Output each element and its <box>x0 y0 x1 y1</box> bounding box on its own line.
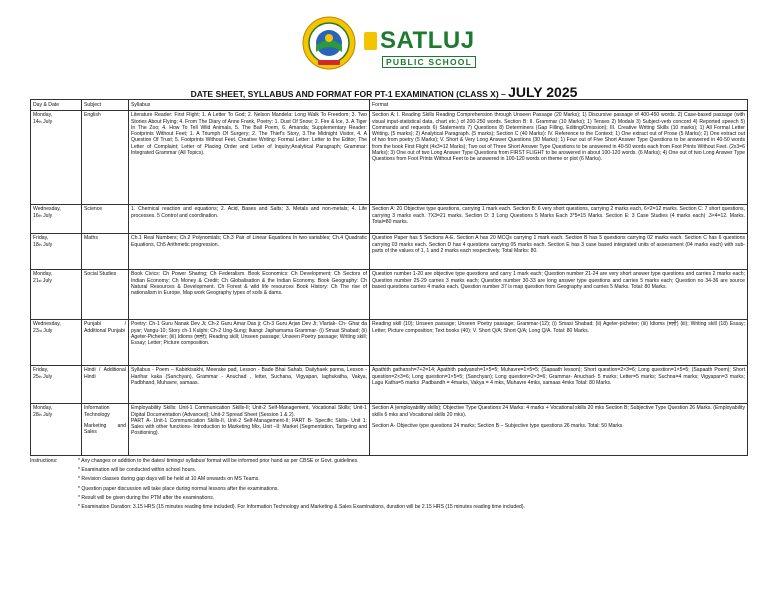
row-day: Monday, <box>33 112 53 119</box>
row-syllabus <box>129 404 370 456</box>
row-day: Monday, <box>33 405 53 412</box>
table-row <box>31 320 748 366</box>
row-date-month: July <box>42 277 52 284</box>
row-syllabus: Literature Reader: First Flight; 1. A Letter To God; 2. Nelson Mandela: Long Walk To Freedom; 3. Two Stories About Flying; 4. From The Diary of Anne Frank, Poetry: 1. Dust Of Snow; 2. Fire & Ice, 3. A Tiger In The Zoo; 4. How To Tell Wild Animals, 5. The Ball Poem, 6. Amanda; Supplementary Reader: Footprints Without Feet; 1. A Triumph Of Surgery; 2. The Thief's Story, 3.The Midnight Visitor, 4. A Question Of Trust; 5. Footprints Without Feet. Creative Writing: Formal Letter: Letter to the Editor; The Letter of Complaint; Letter of Placing Order and Letter of Inquiry;Analytical Paragraph; Grammar: Integrated Grammar (All Topics). <box>129 111 370 205</box>
header-day-date: Day & Date <box>31 100 82 111</box>
row-date <box>31 111 82 205</box>
row-subject: Maths <box>82 234 129 270</box>
row-day: Wednesday, <box>33 206 61 213</box>
row-date-number: 16 <box>33 212 39 219</box>
row-date-month: July <box>43 212 53 219</box>
table-row <box>31 270 748 320</box>
row-date-month: July <box>43 411 53 418</box>
row-date-suffix: st <box>38 278 42 283</box>
row-subject: Punjabi / Additional Punjabi <box>82 320 129 366</box>
instruction-item: * Any changes or addition to the dates/ timings/ syllabus/ format will be informed prior hand as per CBSE or Govt. guidelines. <box>78 458 359 464</box>
row-syllabus: 1. Chemical reaction and equations; 2. Acid, Bases and Salts; 3. Metals and non-metals; 4. Life processes. 5 Control and coordination. <box>129 205 370 234</box>
row-syllabus: Poetry: Ch-1 Guru Nanak Dev Ji; Ch-2 Guru Amar Das ji; Ch-3 Guru Arjan Dev Ji; Vlartak- Ch- Ghar da pyar; Vangu-10; Story ch-1 Kulphi; Ch-2 Ung-Sung; Ikangi: Japhamama Grammar- (i) Smasi Shabad; (ii) Ageter-Picheter; (iii) Idioms (ਸ਼ਲੀ); Reading skill; Unseen passage; Unseen Poetry passage; Writing skill; Essay; Letter; Picture composition. <box>129 320 370 366</box>
instruction-item: * Examination Duration: 3.15 HRS (15 minutes reading time included). For Information Technology and Marketing & Sales Examinations, duration will be 2.15 HRS (15 minutes reading time included). <box>78 503 525 510</box>
row-day: Friday, <box>33 235 49 242</box>
schedule-table <box>30 99 748 456</box>
row-date-suffix: th <box>38 119 42 124</box>
instructions-list <box>78 458 747 513</box>
row-subject: Science <box>82 205 129 234</box>
page-header <box>0 0 768 86</box>
row-date-number: 21 <box>33 277 39 284</box>
table-row <box>31 205 748 234</box>
title-main: DATE SHEET, SYLLABUS AND FORMAT FOR PT-1 EXAMINATION (CLASS X) – <box>190 89 506 99</box>
row-subject-it: Information Technology <box>84 405 110 418</box>
row-subject <box>82 404 129 456</box>
row-date <box>31 320 82 366</box>
table-row <box>31 234 748 270</box>
row-date <box>31 404 82 456</box>
instruction-item: * Examination will be conducted within school hours. <box>78 467 197 474</box>
instructions-label: Instructions: <box>30 458 58 464</box>
row-date-suffix: th <box>38 213 42 218</box>
row-date-number: 28 <box>33 411 39 418</box>
row-date <box>31 270 82 320</box>
row-syllabus: Ch.1 Real Numbers; Ch.2 Polynomials; Ch.3 Pair of Linear Equations In two variables; Ch.4 Quadratic Equations, Ch5 Arithmetic progression. <box>129 234 370 270</box>
row-day: Wednesday, <box>33 321 61 328</box>
row-date-month: July <box>43 118 53 125</box>
row-date-month: July <box>43 327 53 334</box>
header-subject: Subject <box>82 100 129 111</box>
page-title <box>0 84 768 100</box>
brand-mark-icon <box>364 32 377 50</box>
instruction-item: * Result will be given during the PTM after the examinations. <box>78 494 215 501</box>
row-syllabus-it: Employability Skills: Unit-1 Communication Skills-II; Unit-2 Self-Management, Vocational Skills; Unit-1 Digital Documentation (Advanced); Unit-2 Spread Sheet (Session 1 & 2). <box>131 405 367 418</box>
row-format: Question number 1-20 are objective type questions and carry 1 mark each; Question number 21-24 are very short answer type questions and carries 2 marks each; Question number 25-29 carries 3 marks each; Question number 30-33 are long answer type questions and carries 5 marks each; Question no 34-36 are source based questions carries 4 marks each. Question number 37 is map question from Geography and carries 5 Marks. Total: 80 Marks. <box>370 270 748 320</box>
instruction-item: * Revision classes during gap days will be held at 10 AM onwards on MS Teams. <box>78 476 260 483</box>
table-row <box>31 111 748 205</box>
table-row <box>31 404 748 456</box>
table-row <box>31 366 748 404</box>
row-date <box>31 205 82 234</box>
row-day: Friday, <box>33 367 49 374</box>
row-subject: Hindi / Additional Hindi <box>82 366 129 404</box>
row-format: Reading skill (10); Unseen passage; Unseen Poetry passage; Grammar-(12); (i) Smasi Shabad; (ii) Ageter-picheter; (iii) Idioms (ਸ਼ਲੀ) (iii); Writing skill (18) Essay; Letter; Picture composition; Text books (40); V. Short Q/A; Short Q/A; Long Q/A. Total: 80 Marks. <box>370 320 748 366</box>
row-subject: Social Studies <box>82 270 129 320</box>
row-date-suffix: th <box>38 374 42 379</box>
row-date-month: July <box>43 241 53 248</box>
instruction-item: * Question paper discussion will take place during normal lessons after the examinations. <box>78 485 279 492</box>
row-format: Section A: 20 Objective type questions, carrying 1 mark each. Section B: 6 very short questions, carrying 2 marks each, 6×2=12 marks. Section C: 7 short questions, carrying 3 marks each. 7X3=21 marks. Section D: 3 Long Questions 5 Marks Each 3*5=15 Marks. Section E: 3 Case Studies (4 marks each) .3×4=12. Marks. Total=80 marks. <box>370 205 748 234</box>
row-date-suffix: rd <box>38 328 42 333</box>
row-format <box>370 404 748 456</box>
row-date-month: July <box>43 373 53 380</box>
school-subtitle: PUBLIC SCHOOL <box>382 56 476 68</box>
row-date-number: 25 <box>33 373 39 380</box>
header-syllabus: Syllabus <box>129 100 370 111</box>
header-format: Format <box>370 100 748 111</box>
row-day: Monday, <box>33 271 53 278</box>
row-date <box>31 366 82 404</box>
title-month: JULY 2025 <box>508 84 578 100</box>
row-format: Question Paper has 5 Sections A-E. Section A has 20 MCQs carrying 1 mark each. Section B has 5 questions carrying 02 marks each. Section C has 6 questions carrying 03 marks each. Section D has 4 questions carrying 05 marks each. Section E has 3 case based integrated units of assessment (04 marks each) with sub-parts of the values of 1, 1 and 2 marks each respectively. Total Marks: 80. <box>370 234 748 270</box>
row-date-number: 18 <box>33 241 39 248</box>
row-subject: English <box>82 111 129 205</box>
row-syllabus: Book Civics: Ch Power Sharing; Ch Federalism. Book Economics: Ch Development; Ch Sectors of Indian Economy; Ch Money & Credit; Ch Globalisation & the Indian Economy. Book Geography: Ch Natural Resources & Development. Ch Forest & wild life resources Book History: Ch The rise of nationalism in Europe. Map work Geography types of soils & dams. <box>129 270 370 320</box>
table-header-row <box>31 100 748 111</box>
row-date-number: 14 <box>33 118 39 125</box>
row-format-it: Section A (employability skills); Objective Type Questions 24 Marks: 4 marks + Vocational skills 20 mks Section B; Subjective Type Question 26 Marks. (Employability skills 6 mks and Vocational skills 20 mks). <box>372 405 745 418</box>
school-emblem-icon <box>302 16 356 70</box>
school-name <box>364 27 476 54</box>
row-format: Apathith gathansh=7+2=14; Apathith padyansh=1×5=5; Muhavre=1×5=5; (Sapaath lesson); Short question=2×3=6; Long question=1×5=5; (Sapaath Poem); Short question=2×3=6; Long question=1×5=5; (Sanchyan); Long question=2×3=6; Grammar- Anuchad- 5 marks; Letter=5 marks; Suchna=4 marks; Vigyapan=3 marks; Lagu Katha=5 marks .Padbandh = 4marks, Vakya = 4 mks, Muhavre 4mks, samaas 4mks Total: 80 Marks. <box>370 366 748 404</box>
row-date-suffix: th <box>38 412 42 417</box>
row-format: Section A: I. Reading Skills Reading Comprehension through Unseen Passage (20 Marks); 1) Discursive passage of 400-450 words. 2) Case-based passage (with visual input-statistical data, chart etc.) of 200-250 words. Section B: II. Grammar (10 Marks); 1) Tenses 2) Modals 3) Subject-verb concord 4) Reported speech 5) Commands and requests 6) Statements 7) Questions 8) Determiners (Gap Filling, Editing/Omission); III. Creative Writing Skills (10 marks); 1) All Formal Letter Writing. (5 marks); 2) Analytical Paragraph. (5 marks); Section C (40 Marks): IV. Reference to the Context; 1) One extract out of Prose (5 Marks); 2) One extract out of two from poetry (5 Marks); V. Short & Very Long Answer Questions (30 Marks); 1) Four out of Five Short Answer Type Questions to be answered in 40-50 words from the book First Flight (4x3=12 Marks); Two out of Three Short Answer Type Questions to be answered in 40-50 words each from Foot Prints Without Feet. (2x3=6 Marks); 3) One out of two Long Answer Type Questions from FIRST FLIGHT to be answered in about 100-120 words. (6 Marks); 4) One out of two Long Answer Type Questions from Foot Prints Without Feet to be answered in 100-120 words on theme or plot (6 Marks). <box>370 111 748 205</box>
row-date-number: 23 <box>33 327 39 334</box>
row-date <box>31 234 82 270</box>
school-brand <box>364 27 476 70</box>
school-name-text: SATLUJ <box>380 27 475 54</box>
row-subject-marketing: Marketing and Sales <box>84 422 126 436</box>
row-date-suffix: th <box>38 242 42 247</box>
row-format-marketing: Section A- Objective type questions 24 marks; Section B – Subjective type questions 26 marks. Total: 50 Marks. <box>372 422 624 429</box>
row-syllabus: Syllabus - Poem – Kabirkisakhi, Meerake pad, Lesson - Bade Bhai Sahab, Daiiyhaek panna, Lesson - Harihar kaka (Sanchyan), Grammar - Anuchad , letter, Suchana, Vigyapan, laghukatha, Vakya, Padbhand, Muhavre, samaas. <box>129 366 370 404</box>
row-syllabus-marketing: PART A- Unit-1 Communication Skills-II, Unit-2 Self-Management-II; PART B- Specific Skills- Unit 1: Sales with other functions- Introduction to Marketing Mix, Unit –II: Market (Segmentation, Targeting and Positioning). <box>131 417 367 437</box>
